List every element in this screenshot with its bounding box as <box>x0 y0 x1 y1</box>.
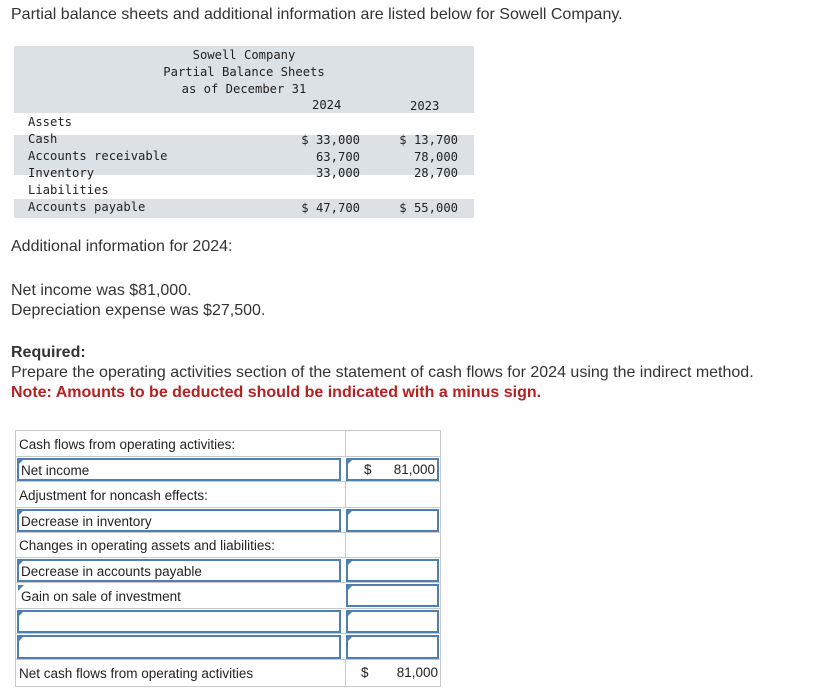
ws-adjust-row <box>16 481 440 508</box>
dropdown-marker-icon <box>18 611 24 617</box>
ws-header: Cash flows from operating activities: <box>19 437 236 452</box>
dollar-sign: $ <box>361 665 369 680</box>
row-label: Cash <box>28 132 58 146</box>
additional-info-title: Additional information for 2024: <box>11 238 233 255</box>
dropdown-marker-icon <box>347 459 353 465</box>
intro-text: Partial balance sheets and additional information are listed below for Sowell Company. <box>11 6 623 23</box>
company-name: Sowell Company <box>192 48 296 62</box>
changes-amount-cell <box>345 533 441 558</box>
total-amount-cell <box>345 660 441 687</box>
col-2023: 2023 <box>410 99 440 113</box>
required-text: Prepare the operating activities section of the statement of cash flows for 2024 using the indirect method. <box>11 364 754 381</box>
dropdown-marker-icon <box>347 510 353 516</box>
gain-sale-amount-input[interactable] <box>346 584 439 607</box>
depreciation-info: Depreciation expense was $27,500. <box>11 302 266 319</box>
dropdown-marker-icon <box>347 585 353 591</box>
adjust-amount-cell <box>345 482 441 508</box>
decrease-inventory-amount-input[interactable] <box>346 509 439 532</box>
dollar-sign: $ <box>364 462 372 477</box>
ws-blank-row <box>16 633 440 660</box>
ws-net-income-row <box>16 456 440 482</box>
blank-amount-input[interactable] <box>346 635 439 659</box>
dropdown-marker-icon <box>347 560 353 566</box>
decrease-inventory-label: Decrease in inventory <box>21 514 152 529</box>
row-value-2024: $ 33,000 <box>301 133 360 147</box>
additional-info <box>11 281 265 321</box>
net-income-label: Net income <box>21 463 90 478</box>
net-income-value: 81,000 <box>393 462 435 477</box>
liabilities-label: Liabilities <box>28 183 109 197</box>
ws-total-row <box>16 659 440 687</box>
ws-blank-row <box>16 608 440 634</box>
row-label: Inventory <box>28 166 95 180</box>
decrease-inventory-input[interactable] <box>17 509 341 532</box>
blank-label-input[interactable] <box>17 610 341 633</box>
row-value-2023: 78,000 <box>413 150 458 164</box>
changes-header: Changes in operating assets and liabilities: <box>19 538 275 553</box>
total-value: 81,000 <box>396 665 438 680</box>
cash-flow-worksheet <box>15 430 441 687</box>
ws-header-row <box>16 430 440 457</box>
dropdown-marker-icon <box>347 636 353 642</box>
row-value-2024: 63,700 <box>315 150 360 164</box>
dropdown-marker-icon <box>18 636 24 642</box>
row-value-2023: $ 13,700 <box>399 133 458 147</box>
gain-sale-input[interactable] <box>17 584 341 608</box>
decrease-payable-amount-input[interactable] <box>346 559 439 582</box>
ws-payable-row <box>16 557 440 583</box>
required-label: Required: <box>11 344 86 361</box>
adjust-header: Adjustment for noncash effects: <box>19 488 208 503</box>
sheet-title: Partial Balance Sheets <box>163 65 325 79</box>
dropdown-marker-icon <box>347 611 353 617</box>
net-income-label-input[interactable] <box>17 458 341 481</box>
row-value-2023: 28,700 <box>413 166 458 180</box>
decrease-payable-label: Decrease in accounts payable <box>21 564 202 579</box>
gain-sale-label: Gain on sale of investment <box>21 589 181 604</box>
total-label: Net cash flows from operating activities <box>19 666 254 681</box>
payable-value-2024: $ 47,700 <box>301 201 360 215</box>
ws-gain-row <box>16 582 440 609</box>
balance-sheet-table <box>14 46 474 218</box>
payable-value-2023: $ 55,000 <box>399 201 458 215</box>
net-income-info: Net income was $81,000. <box>11 282 192 299</box>
row-label: Accounts receivable <box>28 149 168 163</box>
note-text: Note: Amounts to be deducted should be indicated with a minus sign. <box>11 384 542 401</box>
assets-label: Assets <box>28 115 73 129</box>
ws-changes-row <box>16 532 440 558</box>
ws-inventory-row <box>16 507 440 533</box>
net-income-amount-input[interactable] <box>346 458 439 481</box>
blank-amount-input[interactable] <box>346 610 439 633</box>
required-section <box>11 343 831 403</box>
decrease-payable-input[interactable] <box>17 559 341 582</box>
ws-header-amount-cell <box>345 431 441 457</box>
sheet-date: as of December 31 <box>181 82 307 96</box>
col-2024: 2024 <box>312 98 342 112</box>
row-value-2024: 33,000 <box>315 166 360 180</box>
payable-label: Accounts payable <box>28 200 146 214</box>
blank-label-input[interactable] <box>17 635 341 659</box>
